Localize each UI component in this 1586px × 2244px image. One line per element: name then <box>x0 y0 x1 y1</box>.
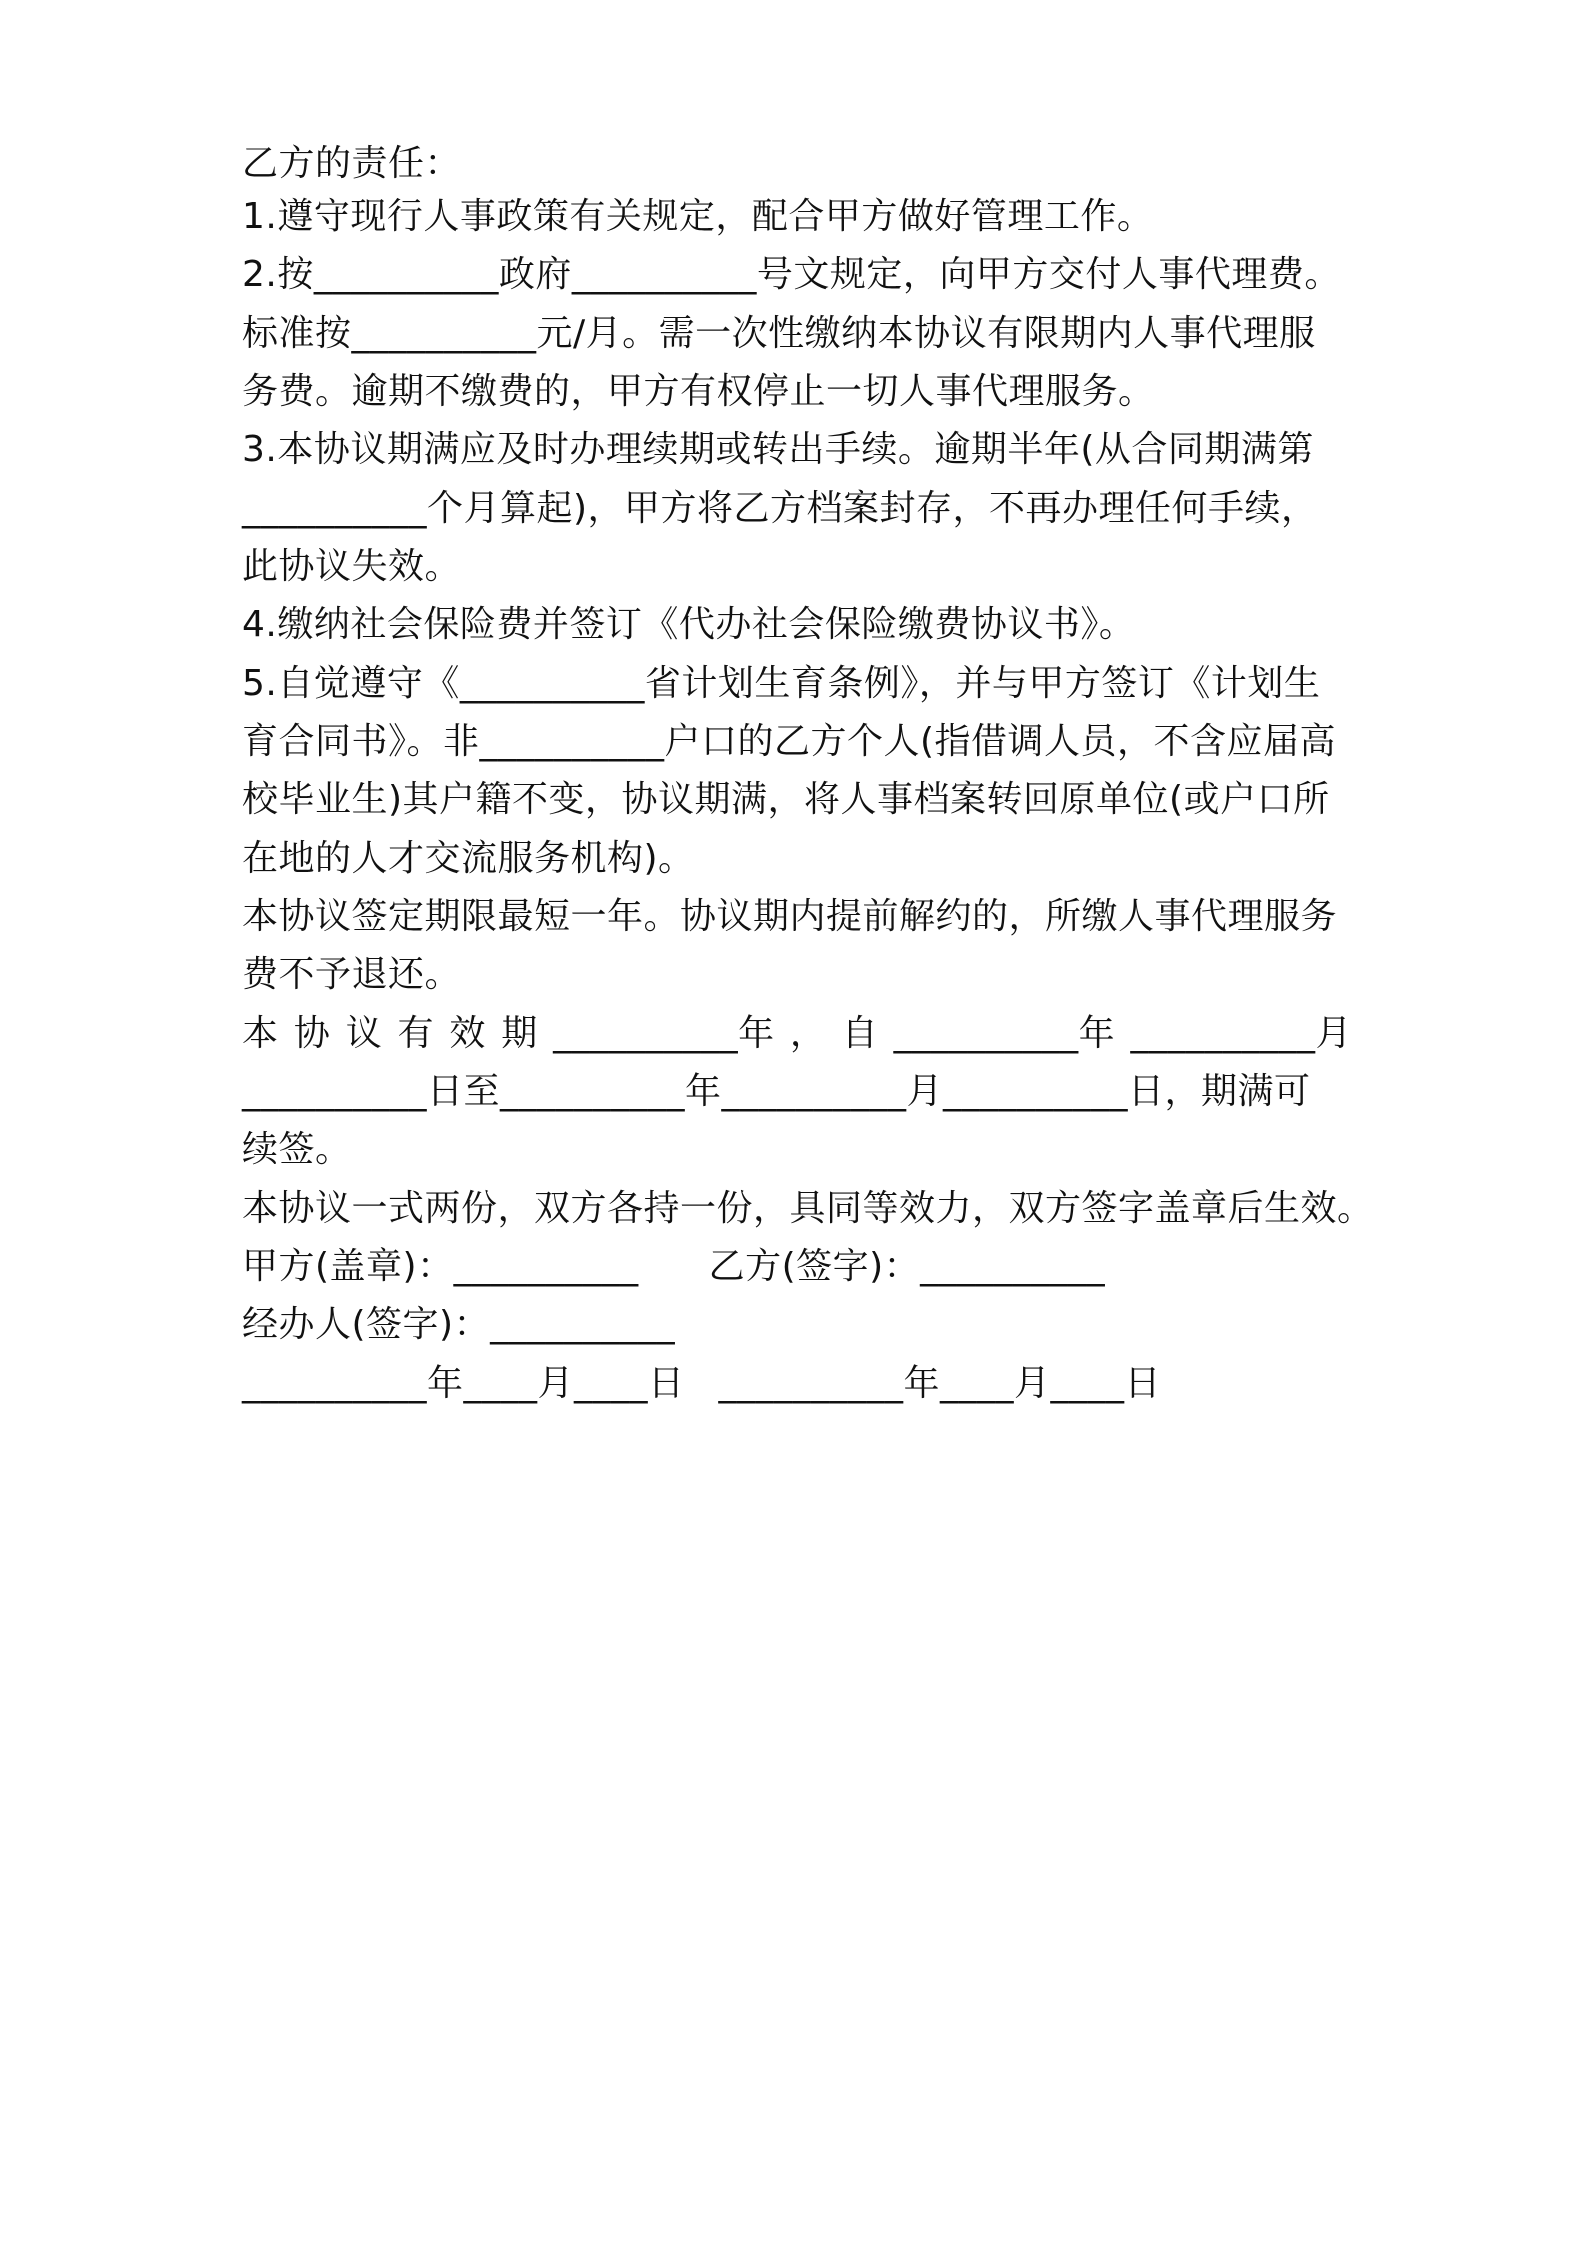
copies-clause: 本协议一式两份，双方各持一份，具同等效力，双方签字盖章后生效。 <box>242 1188 1374 1229</box>
paragraph-line: 育合同书》。非__________户口的乙方个人(指借调人员，不含应届高 <box>242 721 1337 762</box>
validity-part: ， <box>789 1013 827 1054</box>
party-a-seal: 甲方(盖章)：__________ <box>242 1246 639 1287</box>
paragraph-line: __________个月算起)，甲方将乙方档案封存，不再办理任何手续， <box>242 488 1318 529</box>
paragraph-line: 1.遵守现行人事政策有关规定，配合甲方做好管理工作。 <box>242 196 1154 237</box>
validity-part: 本 <box>242 1013 279 1054</box>
validity-line <box>242 1010 1352 1058</box>
paragraph-line: 4.缴纳社会保险费并签订《代办社会保险缴费协议书》。 <box>242 604 1136 645</box>
paragraph-line: 3.本协议期满应及时办理续期或转出手续。逾期半年(从合同期满第 <box>242 429 1314 470</box>
date-party-a: __________年____月____日 <box>242 1363 685 1404</box>
validity-part: __________年 <box>553 1013 775 1054</box>
validity-part: 效 <box>449 1013 486 1054</box>
paragraph-line: 此协议失效。 <box>242 546 462 587</box>
paragraph-line: 5.自觉遵守《__________省计划生育条例》，并与甲方签订《计划生 <box>242 663 1321 704</box>
handler-sign: 经办人(签字)：__________ <box>242 1304 676 1345</box>
validity-part: 期 <box>501 1013 538 1054</box>
validity-part: 自 <box>841 1013 879 1054</box>
paragraph-line: 校毕业生)其户籍不变，协议期满，将人事档案转回原单位(或户口所 <box>242 779 1330 820</box>
paragraph-line: 务费。逾期不缴费的，甲方有权停止一切人事代理服务。 <box>242 371 1155 412</box>
paragraph-line: 费不予退还。 <box>242 954 462 995</box>
validity-line-2: __________日至__________年__________月__________日，期满可 <box>242 1071 1311 1112</box>
date-row <box>242 1360 1362 1408</box>
validity-part: __________月 <box>1130 1013 1352 1054</box>
validity-part: 议 <box>345 1013 383 1054</box>
validity-part: 协 <box>293 1013 331 1054</box>
validity-part: __________年 <box>893 1013 1116 1054</box>
paragraph-line: 标准按__________元/月。需一次性缴纳本协议有限期内人事代理服 <box>242 313 1316 354</box>
validity-part: 有 <box>397 1013 435 1054</box>
paragraph-line: 本协议签定期限最短一年。协议期内提前解约的，所缴人事代理服务 <box>242 896 1338 937</box>
party-b-sign: 乙方(签字)：__________ <box>708 1246 1106 1287</box>
date-party-b: __________年____月____日 <box>718 1363 1161 1404</box>
paragraph-line: 2.按__________政府__________号文规定，向甲方交付人事代理费。 <box>242 254 1341 295</box>
paragraph-line: 在地的人才交流服务机构)。 <box>242 838 695 879</box>
signature-row <box>242 1243 1362 1291</box>
validity-line-3: 续签。 <box>242 1129 352 1170</box>
heading: 乙方的责任： <box>242 143 462 184</box>
